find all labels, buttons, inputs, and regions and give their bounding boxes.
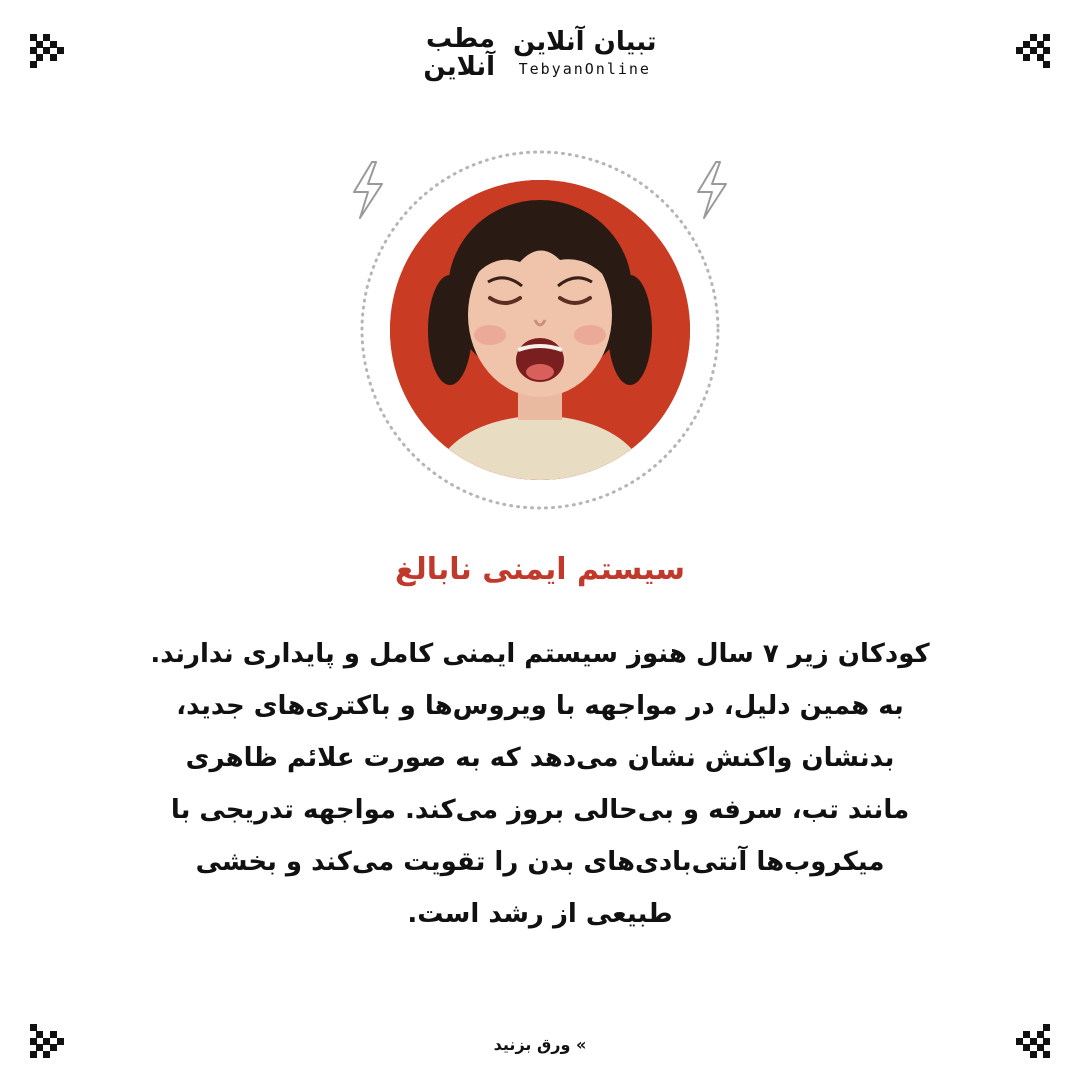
body-line: میکروب‌ها آنتی‌بادی‌های بدن را تقویت می‌کند و بخشی <box>195 847 885 877</box>
section-title: سیستم ایمنی نابالغ <box>394 552 685 587</box>
body-line: طبیعی از رشد است. <box>407 899 673 929</box>
crying-child-illustration <box>390 180 690 480</box>
body-paragraph <box>130 628 950 940</box>
tebyan-logo-en: TebyanOnline <box>518 60 651 79</box>
matab-online-logo <box>423 26 495 80</box>
brand-logos <box>0 26 1080 80</box>
body-line: بدنشان واکنش نشان می‌دهد که به صورت علائم ظاهری <box>185 743 895 773</box>
body-line: به همین دلیل، در مواجهه با ویروس‌ها و باکتری‌های جدید، <box>176 691 904 721</box>
matab-logo-line2: آنلاین <box>423 52 495 82</box>
swipe-hint[interactable]: » ورق بزنید <box>493 1035 587 1054</box>
matab-logo-line1: مطب <box>426 24 495 54</box>
tebyan-online-logo <box>513 28 657 79</box>
hero-illustration <box>340 140 740 530</box>
tebyan-logo-fa: تبیان آنلاین <box>513 26 657 57</box>
body-line: مانند تب، سرفه و بی‌حالی بروز می‌کند. مواجهه تدریجی با <box>170 795 910 825</box>
body-line: کودکان زیر ۷ سال هنوز سیستم ایمنی کامل و پایداری ندارند. <box>150 639 930 669</box>
